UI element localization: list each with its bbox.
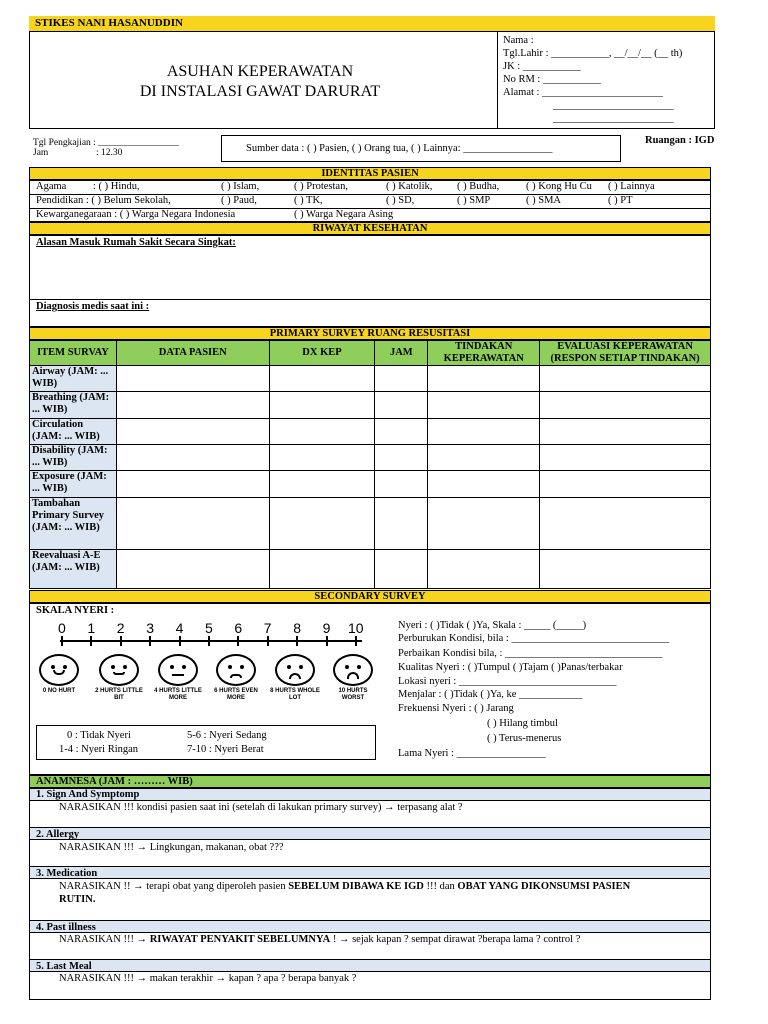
jam-label: Jam (33, 148, 49, 158)
face-hurts-little-bit-icon (99, 654, 139, 686)
scale-tick (355, 636, 357, 646)
diagnosis-label: Diagnosis medis saat ini : (36, 301, 150, 312)
scale-tick (61, 636, 63, 646)
cell-input[interactable] (269, 445, 375, 471)
sumber-data-box (221, 135, 621, 162)
scale-tick (90, 636, 92, 646)
scale-tick (120, 636, 122, 646)
scale-tick (208, 636, 210, 646)
frekuensi-terus-menerus[interactable]: ( ) Terus-menerus (487, 733, 562, 744)
scale-number: 8 (293, 620, 301, 636)
col-dx-kep: DX KEP (269, 341, 375, 366)
cell-input[interactable] (375, 392, 428, 419)
legend-5-6: 5-6 : Nyeri Sedang (187, 730, 267, 741)
cell-input[interactable] (116, 471, 269, 498)
primary-survey-table (29, 340, 711, 589)
cell-input[interactable] (428, 392, 540, 419)
alasan-label: Alasan Masuk Rumah Sakit Secara Singkat: (36, 237, 236, 248)
scale-tick (149, 636, 151, 646)
anamnesa-item-4-text[interactable]: NARASIKAN !!! → RIWAYAT PENYAKIT SEBELUMNYA ! → sejak kapan ? sempat dirawat ?berapa lama ? control ? (59, 934, 581, 945)
primary-header-row (30, 341, 711, 366)
row-label-airway: Airway (JAM: ... WIB) (30, 366, 117, 392)
agama-lainnya[interactable]: ( ) Lainnya (608, 181, 655, 192)
table-row (30, 366, 711, 392)
cell-input[interactable] (428, 366, 540, 392)
perbaikan-kondisi[interactable]: Perbaikan Kondisi bila, : ______________________________ (398, 648, 663, 659)
face-label: 0 NO HURT (42, 688, 76, 694)
cell-input[interactable] (116, 445, 269, 471)
anamnesa-item-3-label: 3. Medication (30, 866, 710, 879)
pain-legend-box (36, 725, 376, 760)
anamnesa-item-3-text[interactable]: NARASIKAN !! → terapi obat yang diperoleh pasien SEBELUM DIBAWA KE IGD !!! dan OBAT YANG DIKONSUMSI PASIEN (59, 881, 631, 892)
cell-input[interactable] (375, 419, 428, 445)
patient-info-box (497, 31, 715, 129)
pendidikan-label[interactable]: Pendidikan : ( ) Belum Sekolah, (36, 195, 171, 206)
scale-tick (179, 636, 181, 646)
cell-input[interactable] (375, 445, 428, 471)
table-row (30, 498, 711, 550)
lama-nyeri[interactable]: Lama Nyeri : _________________ (398, 748, 546, 759)
col-evaluasi: EVALUASI KEPERAWATAN (RESPON SETIAP TINDAKAN) (540, 341, 711, 366)
lokasi-nyeri[interactable]: Lokasi nyeri : ______________________________ (398, 676, 617, 687)
face-hurts-whole-lot-icon (275, 654, 315, 686)
anamnesa-item-2-text[interactable]: NARASIKAN !!! → Lingkungan, makanan, obat ??? (59, 842, 284, 853)
row-label-breathing: Breathing (JAM: ... WIB) (30, 392, 117, 419)
agama-protestan[interactable]: ( ) Protestan, (294, 181, 348, 192)
org-banner: STIKES NANI HASANUDDIN (29, 16, 715, 31)
cell-input[interactable] (428, 419, 540, 445)
face-label: 4 HURTS LITTLE MORE (154, 688, 202, 701)
anamnesa-item-1-label: 1. Sign And Symptomp (30, 789, 710, 801)
face-label: 10 HURTS WORST (338, 688, 368, 701)
table-row (30, 419, 711, 445)
face-hurts-little-more-icon (158, 654, 198, 686)
tgl-pengkajian[interactable]: Tgl Pengkajian : _________________ (33, 138, 179, 148)
cell-input[interactable] (269, 550, 375, 589)
cell-input[interactable] (540, 471, 711, 498)
agama-islam[interactable]: ( ) Islam, (221, 181, 260, 192)
agama-row (36, 181, 706, 194)
legend-1-4: 1-4 : Nyeri Ringan (59, 744, 139, 755)
ruangan: Ruangan : IGD (645, 135, 715, 146)
face-hurts-even-more-icon (216, 654, 256, 686)
form-title-line1: ASUHAN KEPERAWATAN (166, 63, 354, 80)
scale-number: 6 (234, 620, 243, 636)
form-title (60, 62, 460, 102)
cell-input[interactable] (540, 366, 711, 392)
riwayat-header: RIWAYAT KESEHATAN (29, 222, 711, 235)
cell-input[interactable] (269, 366, 375, 392)
cell-input[interactable] (375, 366, 428, 392)
cell-input[interactable] (540, 550, 711, 589)
scale-tick (267, 636, 269, 646)
perburukan-kondisi[interactable]: Perburukan Kondisi, bila : ______________________________ (398, 633, 669, 644)
primary-header: PRIMARY SURVEY RUANG RESUSITASI (29, 327, 711, 340)
wna-option[interactable]: ( ) Warga Negara Asing (294, 209, 394, 220)
kewarganegaraan-row (36, 209, 706, 222)
row-label-tambahan: Tambahan Primary Survey (JAM: ... WIB) (30, 498, 117, 550)
face-label: 6 HURTS EVEN MORE (214, 688, 258, 701)
row-label-disability: Disability (JAM: ... WIB) (30, 445, 117, 471)
legend-7-10: 7-10 : Nyeri Berat (187, 744, 264, 755)
col-tindakan: TINDAKAN KEPERAWATAN (428, 341, 540, 366)
anamnesa-item-2-label: 2. Allergy (30, 827, 710, 840)
pendidikan-sma[interactable]: ( ) SMA (526, 195, 562, 206)
cell-input[interactable] (116, 550, 269, 589)
face-label: 8 HURTS WHOLE LOT (270, 688, 320, 701)
frekuensi-hilang-timbul[interactable]: ( ) Hilang timbul (487, 718, 558, 729)
col-jam: JAM (375, 341, 428, 366)
cell-input[interactable] (540, 445, 711, 471)
riwayat-divider (29, 299, 711, 300)
nyeri-status[interactable]: Nyeri : ( )Tidak ( )Ya, Skala : _____ (_____) (398, 620, 587, 631)
field-tgl-lahir[interactable]: Tgl.Lahir : ___________, __/__/__ (__ th) (503, 48, 683, 59)
face-no-hurt-icon (39, 654, 79, 686)
scale-tick (237, 636, 239, 646)
field-jk[interactable]: JK : ___________ (503, 61, 581, 72)
table-row (30, 445, 711, 471)
scale-tick (326, 636, 328, 646)
agama-hindu[interactable]: : ( ) Hindu, (93, 181, 140, 192)
cell-input[interactable] (540, 419, 711, 445)
sumber-data[interactable]: Sumber data : ( ) Pasien, ( ) Orang tua, ( ) Lainnya: _________________ (246, 143, 553, 154)
cell-input[interactable] (375, 498, 428, 550)
cell-input[interactable] (428, 471, 540, 498)
cell-input[interactable] (116, 366, 269, 392)
face-hurts-worst-icon (333, 654, 373, 686)
cell-input[interactable] (375, 550, 428, 589)
skala-nyeri-label: SKALA NYERI : (36, 605, 115, 616)
scale-number: 9 (322, 620, 331, 636)
scale-number: 3 (146, 620, 154, 636)
jam-value[interactable]: : 12.30 (96, 148, 123, 158)
agama-label: Agama (36, 181, 67, 192)
cell-input[interactable] (428, 445, 540, 471)
field-alamat-line3[interactable]: _______________________ (553, 113, 674, 124)
cell-input[interactable] (116, 498, 269, 550)
form-title-line2: DI INSTALASI GAWAT DARURAT (139, 83, 381, 100)
row-label-circulation: Circulation (JAM: ... WIB) (30, 419, 117, 445)
scale-tick (296, 636, 298, 646)
field-no-rm[interactable]: No RM : ___________ (503, 74, 601, 85)
row-label-reevaluasi: Reevaluasi A-E (JAM: ... WIB) (30, 550, 117, 589)
agama-budha[interactable]: ( ) Budha, (457, 181, 500, 192)
scale-number: 1 (87, 620, 96, 636)
table-row (30, 392, 711, 419)
agama-katolik[interactable]: ( ) Katolik, (386, 181, 433, 192)
cell-input[interactable] (116, 392, 269, 419)
cell-input[interactable] (428, 550, 540, 589)
cell-input[interactable] (540, 392, 711, 419)
scale-number: 2 (116, 620, 125, 636)
wni-option[interactable]: Kewarganegaraan : ( ) Warga Negara Indonesia (36, 209, 236, 220)
anamnesa-item-1-text[interactable]: NARASIKAN !!! kondisi pasien saat ini (setelah di lakukan primary survey) → terpasang alat ? (59, 802, 463, 813)
anamnesa-item-5-text[interactable]: NARASIKAN !!! → makan terakhir → kapan ? apa ? berapa banyak ? (59, 973, 357, 984)
scale-number: 0 (58, 620, 66, 636)
col-data-pasien: DATA PASIEN (116, 341, 269, 366)
cell-input[interactable] (269, 419, 375, 445)
pendidikan-paud[interactable]: ( ) Paud, (221, 195, 257, 206)
scale-number: 5 (205, 620, 213, 636)
agama-konghucu[interactable]: ( ) Kong Hu Cu (526, 181, 592, 192)
cell-input[interactable] (269, 471, 375, 498)
pain-scale-line (60, 640, 362, 642)
face-label: 2 HURTS LITTLE BIT (95, 688, 143, 701)
scale-number: 4 (175, 620, 184, 636)
row-label-exposure: Exposure (JAM: ... WIB) (30, 471, 117, 498)
pendidikan-row (36, 195, 706, 208)
cell-input[interactable] (269, 498, 375, 550)
pendidikan-sd[interactable]: ( ) SD, (386, 195, 415, 206)
cell-input[interactable] (375, 471, 428, 498)
identitas-header: IDENTITAS PASIEN (29, 167, 711, 180)
pendidikan-pt[interactable]: ( ) PT (608, 195, 633, 206)
pendidikan-smp[interactable]: ( ) SMP (457, 195, 491, 206)
table-row (30, 550, 711, 589)
anamnesa-header: ANAMNESA (JAM : ……… WIB) (29, 775, 711, 788)
cell-input[interactable] (540, 498, 711, 550)
menjalar[interactable]: Menjalar : ( )Tidak ( )Ya, ke ____________ (398, 689, 583, 700)
field-alamat[interactable]: Alamat : _______________________ (503, 87, 663, 98)
field-nama[interactable]: Nama : (503, 35, 534, 46)
legend-0: 0 : Tidak Nyeri (67, 730, 131, 741)
field-alamat-line2[interactable]: _______________________ (553, 100, 674, 111)
frekuensi-jarang[interactable]: Frekuensi Nyeri : ( ) Jarang (398, 703, 514, 714)
cell-input[interactable] (269, 392, 375, 419)
pendidikan-tk[interactable]: ( ) TK, (294, 195, 323, 206)
scale-number: 7 (263, 620, 272, 636)
table-row (30, 471, 711, 498)
secondary-header: SECONDARY SURVEY (29, 590, 711, 603)
anamnesa-item-5-label: 5. Last Meal (30, 959, 710, 972)
scale-number: 10 (348, 620, 364, 636)
cell-input[interactable] (116, 419, 269, 445)
cell-input[interactable] (428, 498, 540, 550)
anamnesa-item-4-label: 4. Past illness (30, 920, 710, 933)
kualitas-nyeri[interactable]: Kualitas Nyeri : ( )Tumpul ( )Tajam ( )Panas/terbakar (398, 662, 623, 673)
anamnesa-item-3-text2[interactable]: RUTIN. (59, 894, 96, 905)
col-item-survay: ITEM SURVAY (30, 341, 117, 366)
riwayat-frame (29, 235, 711, 327)
